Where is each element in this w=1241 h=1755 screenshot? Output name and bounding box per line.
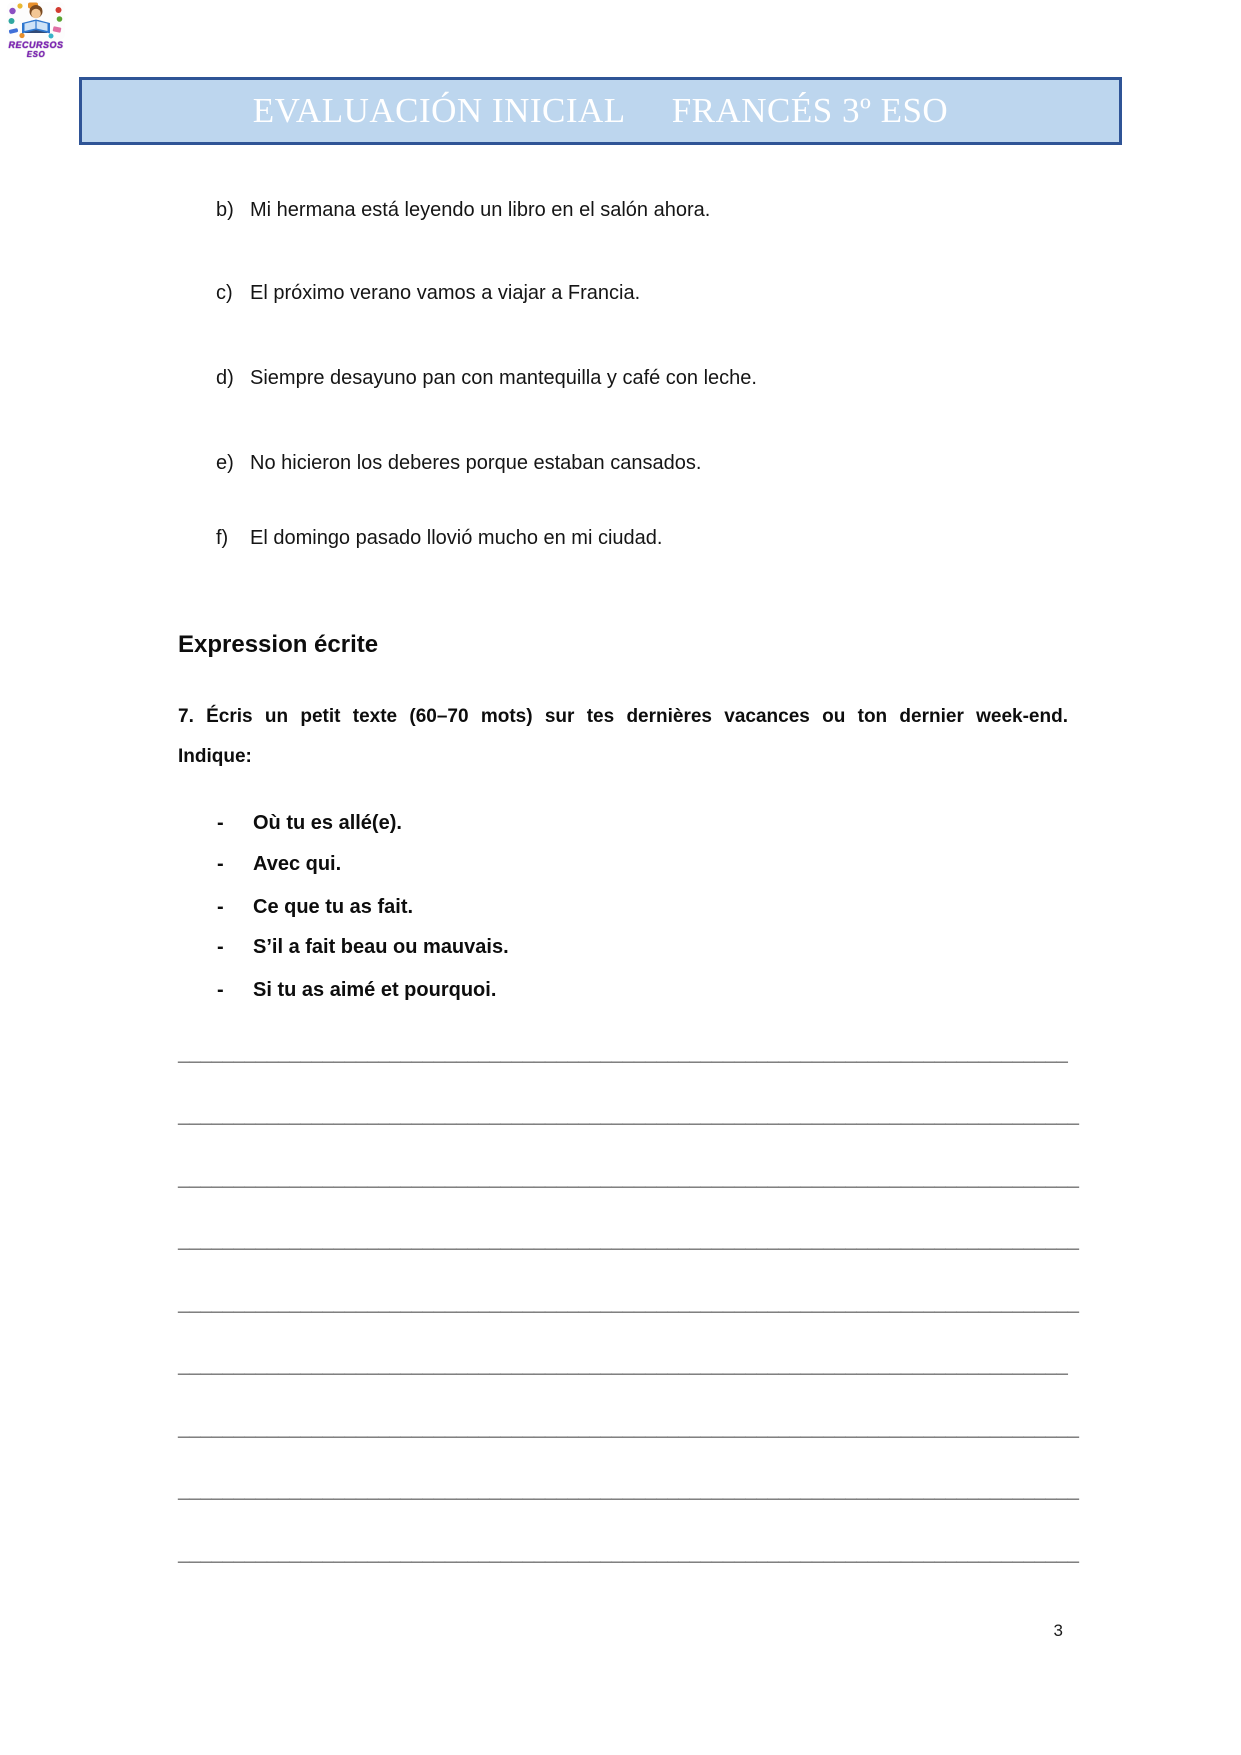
exercise-item-b bbox=[216, 197, 710, 223]
exercise-item-label: b) bbox=[216, 199, 234, 221]
logo bbox=[7, 2, 65, 59]
logo-text-line2: ESO bbox=[26, 50, 46, 59]
task-7-prompt-line2: Indique: bbox=[178, 746, 252, 767]
exercise-item-label: f) bbox=[216, 527, 229, 549]
exercise-item-text: No hicieron los deberes porque estaban cansados. bbox=[250, 452, 702, 474]
bullet-marker: - bbox=[217, 853, 224, 875]
exercise-item-text: El próximo verano vamos a viajar a Francia. bbox=[250, 282, 641, 304]
bullet-item bbox=[217, 894, 413, 920]
header-title-left: EVALUACIÓN INICIAL bbox=[252, 91, 626, 130]
bullet-marker: - bbox=[217, 896, 224, 918]
exercise-item-label: e) bbox=[216, 452, 234, 474]
logo-text bbox=[7, 41, 65, 59]
bullet-text: Où tu es allé(e). bbox=[253, 812, 402, 834]
exercise-item-e bbox=[216, 450, 701, 476]
writing-line: _________________________________________________________________________________ bbox=[178, 1480, 1079, 1502]
recursos-eso-logo-icon bbox=[7, 2, 65, 40]
bullet-marker: - bbox=[217, 979, 224, 1001]
bullet-item bbox=[217, 977, 496, 1003]
bullet-marker: - bbox=[217, 812, 224, 834]
writing-line: _________________________________________________________________________________ bbox=[178, 1293, 1079, 1315]
writing-line: _________________________________________________________________________________ bbox=[178, 1105, 1079, 1127]
writing-line: ________________________________________________________________________________ bbox=[178, 1355, 1068, 1377]
exercise-item-text: Mi hermana está leyendo un libro en el salón ahora. bbox=[250, 199, 711, 221]
exercise-item-f bbox=[216, 525, 662, 551]
exercise-item-text: El domingo pasado llovió mucho en mi ciudad. bbox=[250, 527, 663, 549]
bullet-text: S’il a fait beau ou mauvais. bbox=[253, 936, 509, 958]
header-title-right: FRANCÉS 3º ESO bbox=[671, 91, 949, 130]
exercise-item-d bbox=[216, 365, 757, 391]
bullet-text: Avec qui. bbox=[253, 853, 342, 875]
bullet-marker: - bbox=[217, 936, 224, 958]
writing-line: _________________________________________________________________________________ bbox=[178, 1230, 1079, 1252]
exercise-item-label: c) bbox=[216, 282, 233, 304]
section-heading: Expression écrite bbox=[178, 631, 379, 658]
writing-line: ________________________________________________________________________________ bbox=[178, 1043, 1068, 1065]
bullet-text: Ce que tu as fait. bbox=[253, 896, 414, 918]
logo-text-line1: RECURSOS bbox=[8, 40, 64, 50]
exercise-item-text: Siempre desayuno pan con mantequilla y café con leche. bbox=[250, 367, 757, 389]
exercise-item-label: d) bbox=[216, 367, 234, 389]
bullet-text: Si tu as aimé et pourquoi. bbox=[253, 979, 497, 1001]
header-banner bbox=[79, 77, 1122, 145]
page-number: 3 bbox=[1053, 1621, 1063, 1640]
writing-line: _________________________________________________________________________________ bbox=[178, 1543, 1079, 1565]
writing-line: _________________________________________________________________________________ bbox=[178, 1168, 1079, 1190]
exercise-item-c bbox=[216, 280, 640, 306]
writing-line: _________________________________________________________________________________ bbox=[178, 1418, 1079, 1440]
bullet-item bbox=[217, 851, 341, 877]
task-7-prompt-line1: 7. Écris un petit texte (60–70 mots) sur tes dernières vacances ou ton dernier week-end. bbox=[178, 706, 1068, 727]
bullet-item bbox=[217, 934, 509, 960]
bullet-item bbox=[217, 810, 402, 836]
